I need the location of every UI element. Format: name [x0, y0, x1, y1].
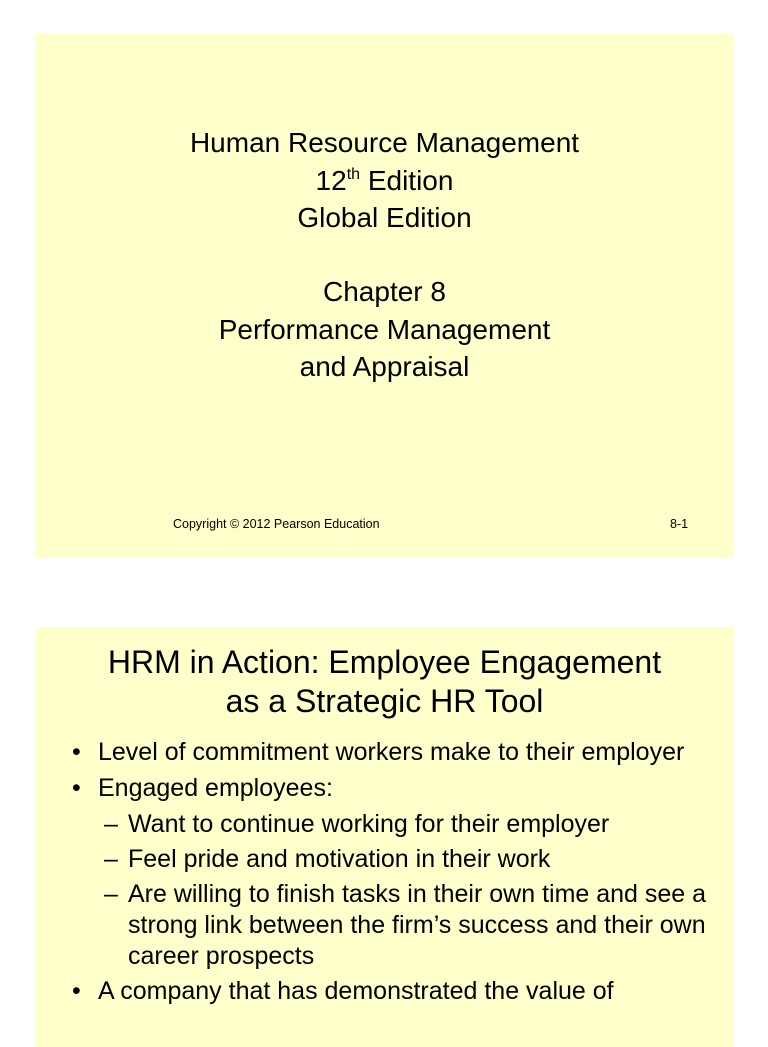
- slide-number: 8-1: [670, 517, 689, 531]
- slide-heading: [36, 643, 733, 721]
- bullet-list: [72, 737, 712, 1012]
- sub-bullet-item: [72, 844, 712, 875]
- heading-line2: as a Strategic HR Tool: [225, 683, 544, 719]
- edition-suffix: th: [346, 165, 361, 183]
- bullet-text: Level of commitment workers make to their employer: [98, 738, 685, 766]
- bullet-marker: •: [72, 774, 81, 802]
- chapter-title-line2: and Appraisal: [299, 351, 470, 382]
- sub-bullet-text: Want to continue working for their employer: [128, 810, 610, 838]
- global-edition: Global Edition: [297, 202, 472, 233]
- dash-marker: –: [104, 810, 118, 838]
- content-slide: [36, 627, 733, 1047]
- edition-word: Edition: [360, 164, 454, 196]
- sub-bullet-text: Feel pride and motivation in their work: [128, 845, 551, 873]
- bullet-marker: •: [72, 738, 81, 766]
- bullet-item: [72, 976, 712, 1007]
- title-slide: [36, 34, 733, 558]
- copyright-notice: Copyright © 2012 Pearson Education: [173, 517, 380, 531]
- edition-number: 12: [315, 164, 347, 196]
- chapter-title-line1: Performance Management: [218, 313, 551, 345]
- sub-bullet-item: [72, 879, 712, 972]
- chapter-block: [36, 273, 733, 386]
- bullet-item: [72, 737, 712, 768]
- bullet-text-cut-off: A company that has demonstrated the value of: [98, 977, 614, 1005]
- edition-line: [36, 162, 733, 200]
- book-title: Human Resource Management: [189, 127, 580, 158]
- heading-line1: HRM in Action: Employee Engagement: [107, 644, 662, 680]
- bullet-marker: •: [72, 977, 81, 1005]
- title-block: [36, 124, 733, 237]
- dash-marker: –: [104, 845, 118, 873]
- bullet-item: [72, 773, 712, 804]
- sub-bullet-item: [72, 809, 712, 840]
- sub-bullet-text: Are willing to finish tasks in their own time and see a strong link between the firm’s success and their own career prospects: [128, 880, 707, 970]
- chapter-number: Chapter 8: [323, 276, 446, 307]
- dash-marker: –: [104, 880, 118, 908]
- bullet-text: Engaged employees:: [98, 774, 333, 802]
